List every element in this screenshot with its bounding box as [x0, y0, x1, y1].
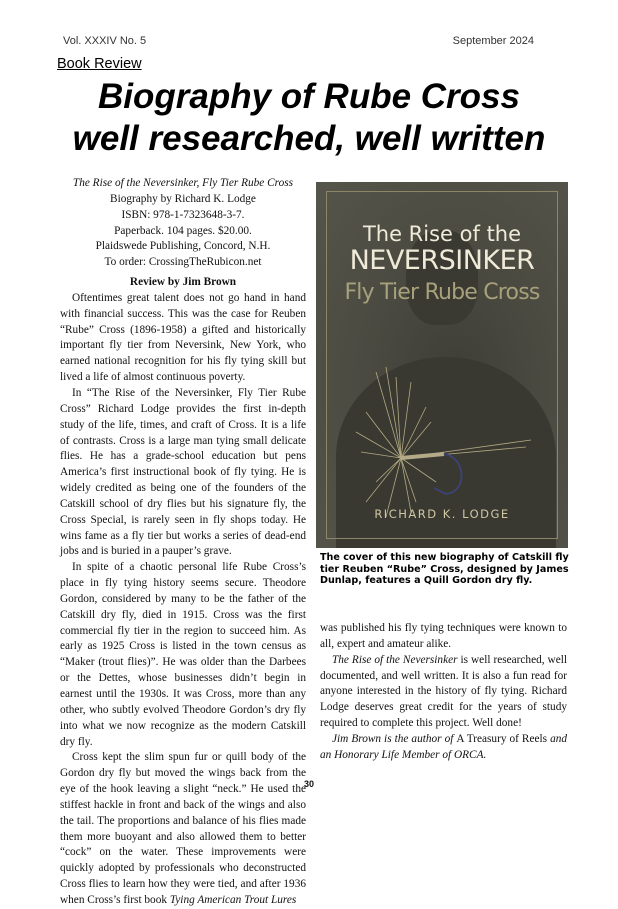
article-title	[0, 76, 618, 160]
book-order: To order: CrossingTheRubicon.net	[104, 256, 262, 269]
cover-title-line-2: NEVERSINKER	[349, 245, 535, 276]
issue-date: September 2024	[452, 35, 534, 47]
title-line-1: Biography of Rube Cross	[98, 77, 520, 116]
section-label: Book Review	[57, 56, 142, 72]
reviewer-byline: Review by Jim Brown	[129, 276, 237, 289]
title-line-2: well researched, well written	[72, 119, 546, 158]
paragraph-text: is well researched, well documented, and well written. It is also a fun read for anyone interested in the history of fly tying. Richard Lodge deserves great credit for the years of study required to complete this project. Well done!	[320, 653, 567, 730]
paragraph: Oftentimes great talent does not go hand in hand with financial success. This was the case for Reuben “Rube” Cross (1896-1958) a gifted and historically important fly tier from Neversink, New York, who earned national recognition for his fly tying skill but lived a life of almost continuous poverty.	[60, 291, 306, 384]
paragraph: In spite of a chaotic personal life Rube Cross’s place in fly tying history seems secure. Theodore Gordon, considered by many to be the father of the Catskill dry fly, died in 1915. Cross was the first commercial fly tier in the region to succeed him. As early as 1925 Cross is listed in the town census as “Maker (trout flies)”. He was older than the Darbees or the Dettes, whose businesses didn’t begin in earnest until the 1930s. It was Cross, more than any other, who subtly evolved Theodore Gordon’s dry fly into what we now recognize as the modern Catskill dry fly.	[60, 561, 306, 748]
book-title: The Rise of the Neversinker, Fly Tier Rube Cross	[72, 177, 294, 189]
book-reference: Tying American Trout Lures	[169, 893, 297, 906]
cover-author: RICHARD K. LODGE	[374, 507, 510, 521]
paragraph: was published his fly tying techniques were known to all, expert and amateur alike.	[320, 622, 567, 650]
paragraph	[320, 653, 567, 732]
paragraph-text: Cross kept the slim spun fur or quill body of the Gordon dry fly but moved the wings back from the eye of the hook leaving a slight “neck.” He used the stiffest hackle in front and back of the wings and also the tail. The proportions and balance of his flies made them more buoyant and also allowed them to better “cock” on the water. These improvements were quickly adopted by professionals who deconstructed Cross flies to learn how they were tied, and after 1936 when Cross’s first book	[60, 751, 306, 906]
cover-title-line-1: The Rise of the	[362, 222, 522, 246]
paragraph: In “The Rise of the Neversinker, Fly Tier Rube Cross” Richard Lodge provides the first in-depth study of the life, times, and craft of Cross. It is a life of contrasts. Cross is a large man tying small delicate flies. He has a grade-school education but pens America’s first instructional book of fly tying. He is widely credited as being one of the founders of the Catskill school of dry flies but his signature fly, the Cross Special, is rarely seen in fly shops today. He wins fame as a fly tier but works a series of dead-end jobs and is buried in a pauper’s grave.	[60, 386, 306, 558]
right-column	[320, 621, 567, 764]
page-number: 30	[303, 779, 314, 789]
bio-book: A Treasury of Reels	[456, 732, 548, 745]
book-isbn: ISBN: 978-1-7323648-3-7.	[121, 208, 245, 221]
book-publisher: Plaidswede Publishing, Concord, N.H.	[95, 240, 271, 253]
image-caption: The cover of this new biography of Catskill fly tier Reuben “Rube” Cross, designed by James Dunlap, features a Quill Gordon dry fly.	[320, 552, 569, 587]
bio-text: Jim Brown is the author of	[332, 732, 457, 745]
left-column	[60, 176, 306, 909]
book-format: Paperback. 104 pages. $20.00.	[114, 224, 252, 237]
book-author: Biography by Richard K. Lodge	[110, 192, 256, 205]
volume-number: Vol. XXXIV No. 5	[63, 35, 147, 47]
book-reference: The Rise of the Neversinker	[332, 653, 458, 666]
paragraph	[60, 750, 306, 908]
book-info	[60, 176, 306, 271]
cover-subtitle: Fly Tier Rube Cross	[344, 280, 540, 305]
author-bio	[320, 732, 567, 764]
book-cover-image	[316, 182, 568, 548]
bio-text: and an Honorary Life Member of ORCA.	[320, 732, 568, 761]
